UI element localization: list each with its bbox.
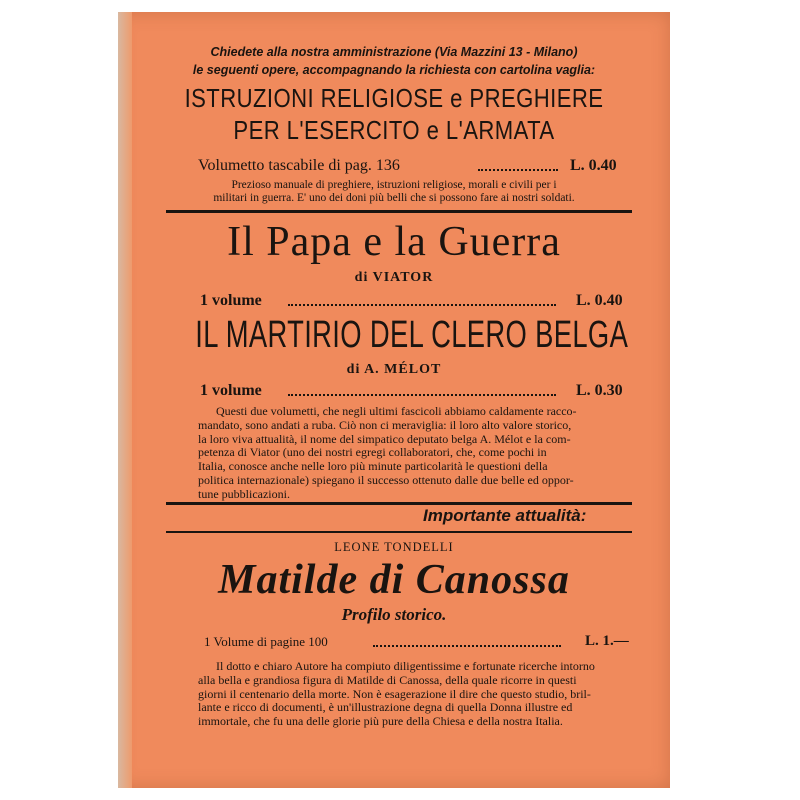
book3-leader-dots [288, 394, 556, 396]
book4-author: LEONE TONDELLI [334, 540, 454, 554]
book3-title: IL MARTIRIO DEL CLERO BELGA [195, 314, 629, 356]
divider-3 [166, 531, 632, 533]
book-back-cover [118, 12, 670, 788]
note-paragraph [198, 405, 577, 502]
book2-title: Il Papa e la Guerra [227, 219, 561, 265]
note-line: Questi due volumetti, che negli ultimi fascicoli abbiamo caldamente racco- [216, 404, 577, 418]
book4-format: 1 Volume di pagine 100 [204, 634, 328, 649]
book4-desc-line: lante e ricco di documenti, è un'illustrazione degna di quella Donna illustre ed [198, 700, 573, 715]
book1-desc-line-2: militari in guerra. E' uno dei doni più belli che si possono fare ai nostri soldati. [213, 192, 575, 204]
book2-leader-dots [288, 304, 556, 306]
note-line: mandato, sono andati a ruba. Ciò non ci meraviglia: il loro alto valore storico, [198, 417, 572, 432]
note-line: Italia, conosce anche nelle loro più minute particolarità le questioni della [198, 459, 548, 474]
note-line: la loro viva attualità, il nome del simpatico deputato belga A. Mélot e la com- [198, 431, 571, 446]
book4-price: L. 1.— [585, 633, 629, 649]
book2-price: L. 0.40 [576, 292, 623, 309]
book1-format: Volumetto tascabile di pag. 136 [198, 157, 400, 174]
book2-format: 1 volume [200, 292, 262, 309]
book4-title: Matilde di Canossa [218, 557, 570, 603]
book4-description [198, 660, 595, 729]
book1-title-line-1: ISTRUZIONI RELIGIOSE e PREGHIERE [184, 83, 604, 113]
note-line: tune pubblicazioni. [198, 486, 290, 501]
divider-2 [166, 502, 632, 505]
divider-1 [166, 210, 632, 213]
book4-subtitle: Profilo storico. [341, 605, 447, 624]
book4-leader-dots [373, 645, 561, 647]
book4-desc-line: giorni il centenario della morte. Non è esagerazione il dire che questo studio, bril- [198, 686, 591, 701]
book4-banner: Importante attualità: [423, 506, 587, 525]
book4-desc-line: alla bella e grandiosa figura di Matilde di Canossa, della quale ricorre in questi [198, 672, 577, 687]
book2-author: di VIATOR [354, 270, 434, 285]
book3-author: di A. MÉLOT [346, 362, 442, 377]
book4-desc-line: Il dotto e chiaro Autore ha compiuto diligentissime e fortunate ricerche intorno [216, 659, 595, 673]
cover-spine-edge [118, 12, 132, 788]
book1-price: L. 0.40 [570, 157, 617, 174]
book3-price: L. 0.30 [576, 382, 623, 399]
book1-title-line-2: PER L'ESERCITO e L'ARMATA [233, 115, 555, 145]
book4-desc-line: immortale, che fu una delle glorie più pure della Chiesa e della nostra Italia. [198, 714, 563, 729]
book1-desc-line-1: Prezioso manuale di preghiere, istruzioni religiose, morali e civili per i [231, 179, 557, 191]
book3-format: 1 volume [200, 382, 262, 399]
note-line: petenza di Viator (uno dei nostri egregi collaboratori, che, come pochi in [198, 445, 547, 460]
intro-line-1: Chiedete alla nostra amministrazione (Via Mazzini 13 - Milano) [210, 45, 578, 59]
note-line: politica internazionale) spiegano il successo ottenuto dalle due belle ed oppor- [198, 472, 574, 487]
book1-leader-dots [478, 169, 558, 171]
intro-line-2: le seguenti opere, accompagnando la richiesta con cartolina vaglia: [192, 63, 596, 77]
